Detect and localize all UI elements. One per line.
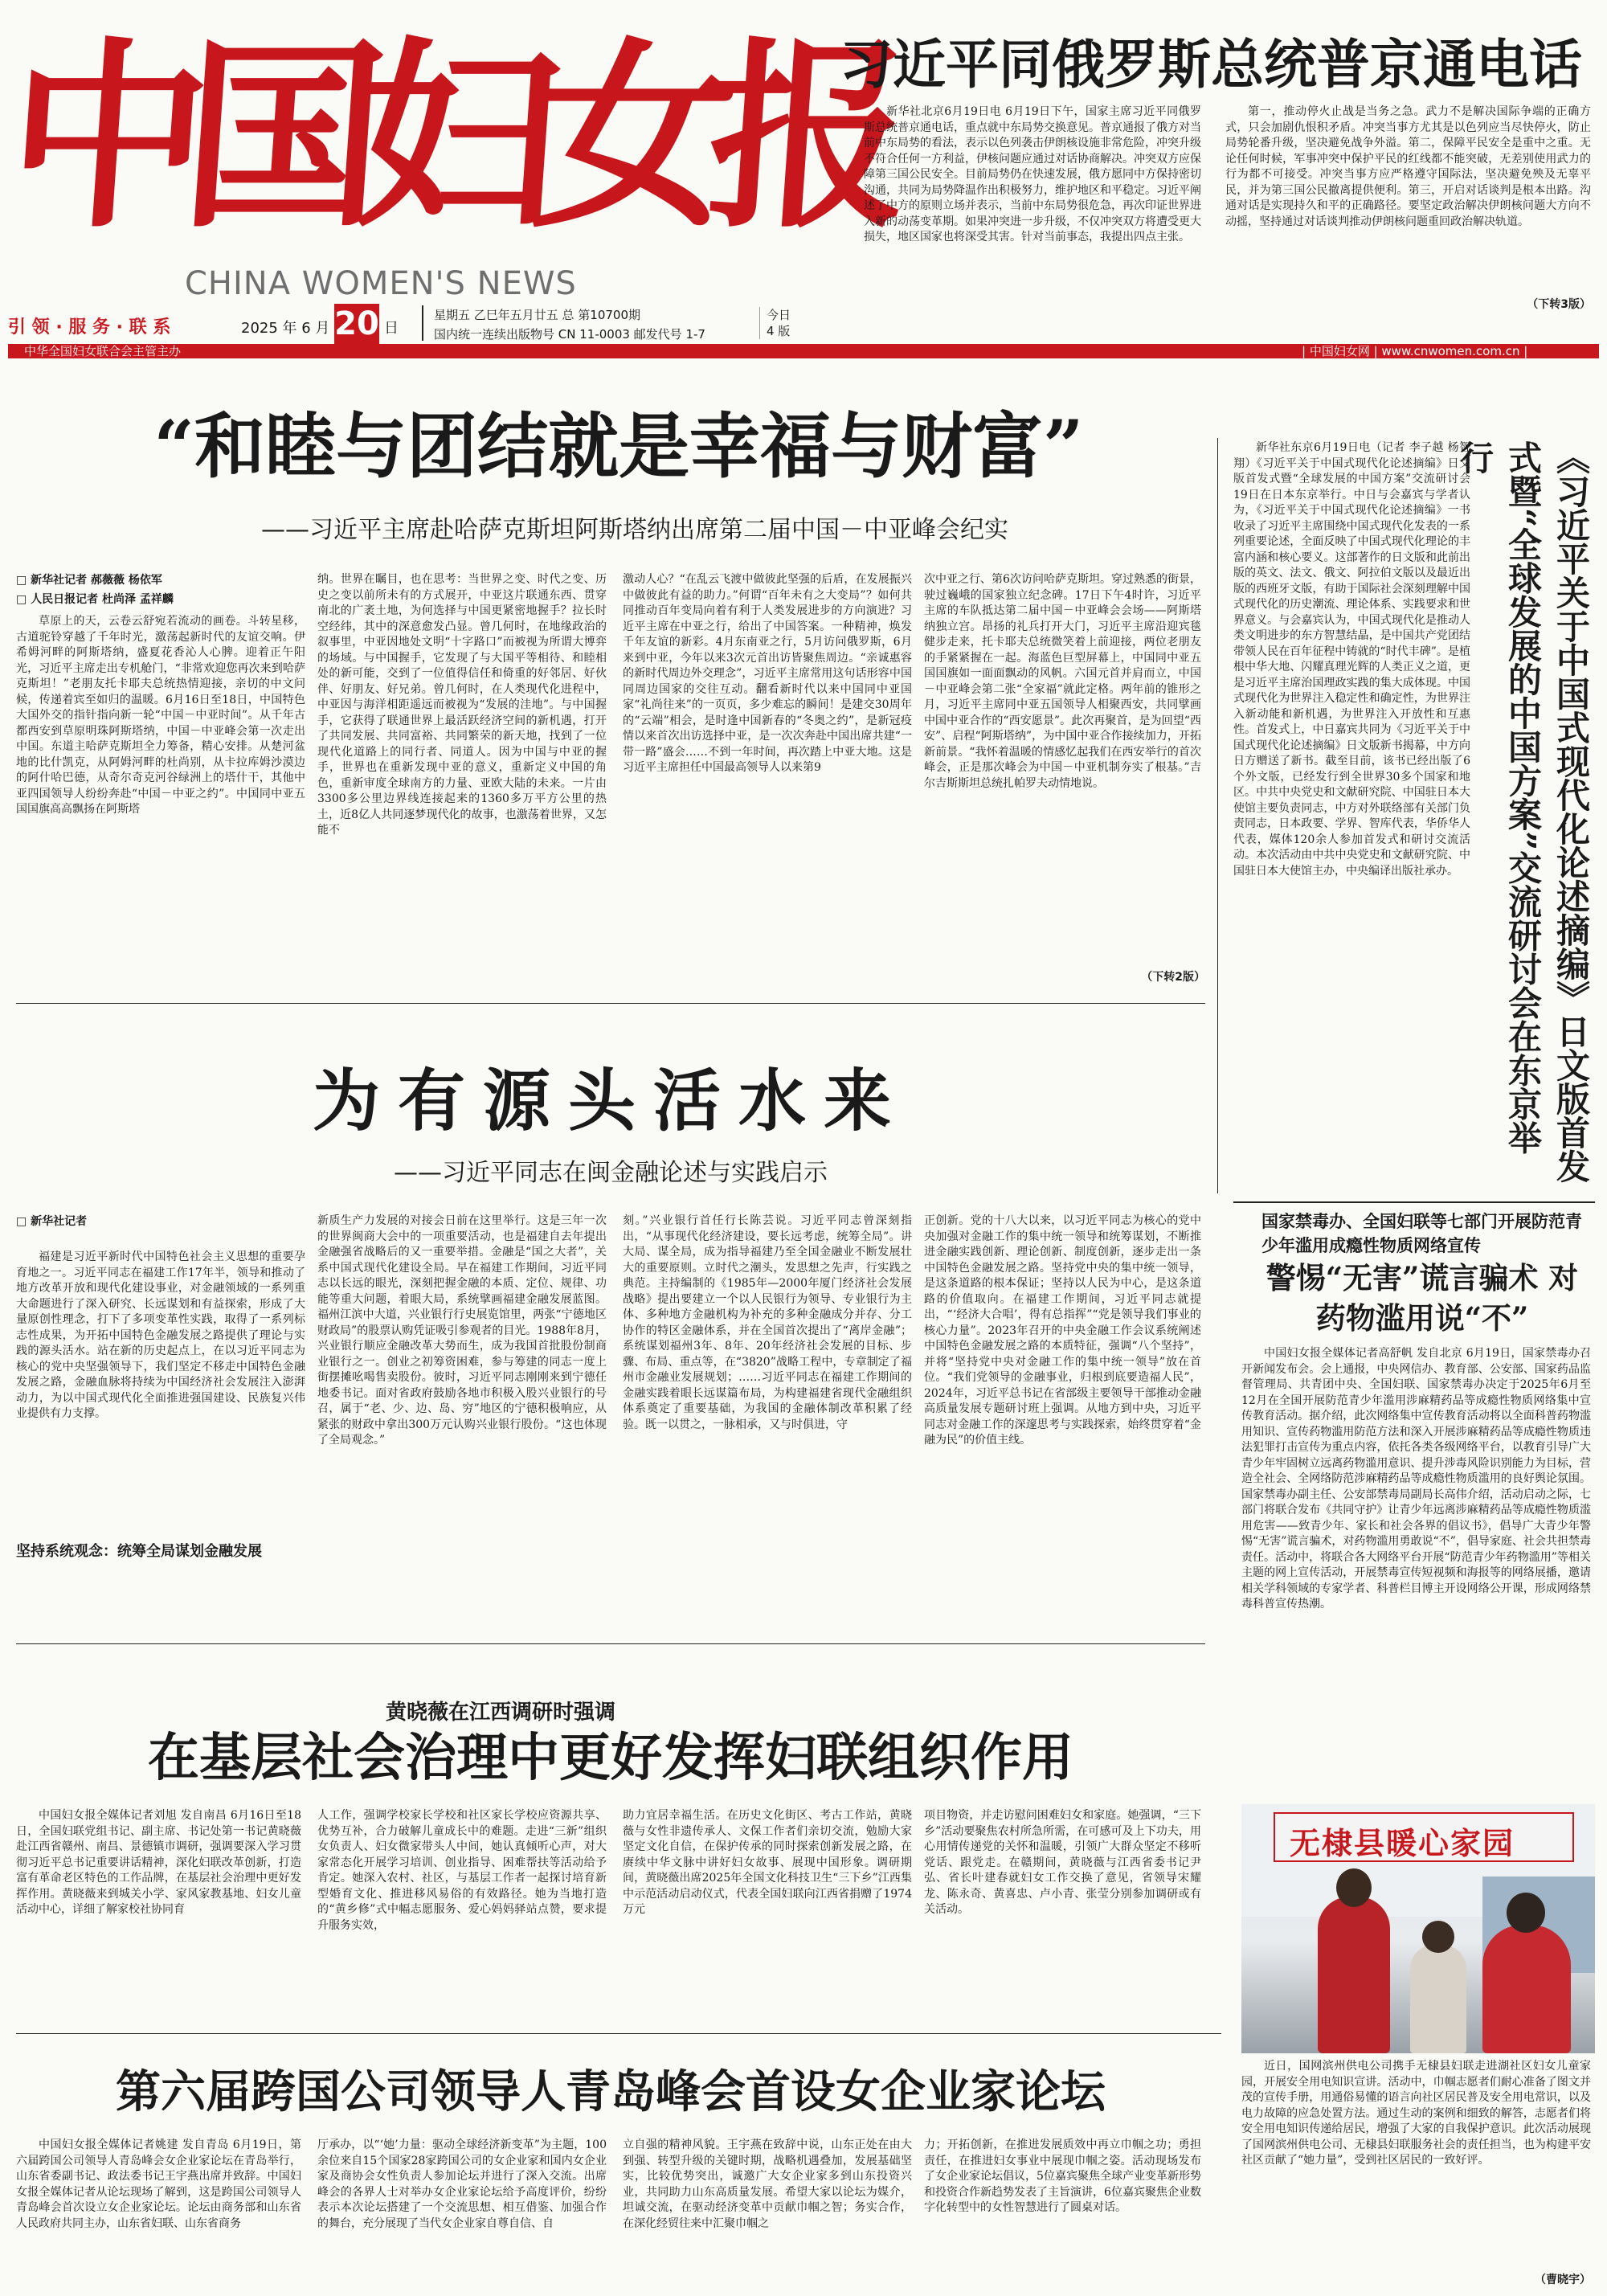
photo-person-red-vest-2 (1482, 1925, 1571, 2053)
story3-headline: 在基层社会治理中更好发挥妇联组织作用 (148, 1728, 1073, 1788)
story4-col-4: 力；开拓创新，在推进发展质效中再立巾帼之功；勇担责任，在推进妇女事业中展现巾帼之姿。活动现场发布了女企业家论坛倡议，5位嘉宾聚焦全球产业变革新形势和投资合作新趋势发表了主旨演讲，6位嘉宾聚焦企业数字化转型中的女性智慧进行了圆桌对话。 (924, 2138, 1201, 2214)
story3-col-4: 项目物资，并走访慰问困难妇女和家庭。她强调，“三下乡”活动要聚焦农村所急所需，在可感可及上下功夫，用心用情传递党的关怀和温暖，引领广大群众坚定不移听党话、跟党走。在赣期间，黄晓薇与江西省委书记尹弘、省长叶建春就妇女工作交换了意见，省领导宋耀龙、陈永奇、黄喜忠、卢小青、张莹分别参加调研或有关活动。 (924, 1809, 1201, 1916)
feature2-top-rule (16, 1003, 1205, 1004)
feature1-col-1: 草原上的天，云卷云舒宛若流动的画卷。斗转星移，古道驼铃穿越了千年时光，激荡起新时代的友谊交响。伊希姆河畔的阿斯塔纳，盛夏花香沁人心脾。迎着正午阳光，习近平主席走出专机舱门，“非常欢迎您再次来到哈萨克斯坦！”老朋友托卡耶夫总统热情迎接，亲切的中文问候，传递着宾至如归的温暖。6月16日至18日，中国特色大国外交的指针指向新一轮“中国－中亚时间”。从千年古都西安到草原明珠阿斯塔纳，中国－中亚峰会第一次走出中国。东道主哈萨克斯坦全力筹备，精心安排。从楚河盆地的比什凯克，从阿姆河畔的杜尚别，从卡拉库姆沙漠边的阿什哈巴德，从奇尔奇克河谷绿洲上的塔什干，其他中亚四国领导人纷纷奔赴“中国－中亚之约”。中国同中亚五国国旗高高飘扬在阿斯塔 (16, 615, 305, 816)
pages-label: 今日 4 版 (759, 307, 799, 339)
feature1-byline-1: □ 新华社记者 郝薇薇 杨依军 (16, 574, 162, 587)
side-story-body: 新华社东京6月19日电（记者 李子越 杨智翔）《习近平关于中国式现代化论述摘编》日文版首发式暨“全球发展的中国方案”交流研讨会19日在日本东京举行。中日与会嘉宾与学者认为，《习近平关于中国式现代化论述摘编》一书收录了习近平主席围绕中国式现代化发表的一系列重要论述，全面反映了中国式现代化理论的丰富内涵和核心要义。这部著作的日文版和此前出版的英文、法文、俄文、阿拉伯文版以及最近出版的西班牙文版，有助于国际社会深刻理解中国式现代化的历史潮流、理论体系、实践要求和世界意义。与会嘉宾认为，中国式现代化是推动人类文明进步的东方智慧结晶，是中国共产党团结带领人民在百年征程中铸就的“时代丰碑”。是植根中华大地、闪耀真理光辉的人类正义之道，更是习近平主席治国理政实践的集大成体现。中国式现代化为世界注入稳定性和确定性，为世界注入新动能和新机遇，为世界注入开放性和互惠性。首发式上，中日嘉宾共同为《习近平关于中国式现代化论述摘编》日文版新书揭幕，中方向日方赠送了新书。截至目前，该书已经出版了6个外文版，已经发行到全世界30多个国家和地区。中共中央党史和文献研究院、中国驻日本大使馆主要负责同志，中方对外联络部有关部门负责同志，日本政要、学界、智库代表，华侨华人代表，媒体120余人参加首发式和研讨交流活动。本次活动由中共中央党史和文献研究院、中国驻日本大使馆主办，中央编译出版社承办。 (1233, 441, 1470, 878)
photo-credit: （曹晓宇） (1535, 2273, 1591, 2286)
feature1-headline: “和睦与团结就是幸福与财富” (153, 404, 1084, 488)
feature1-subhead: ——习近平主席赴哈萨克斯坦阿斯塔纳出席第二届中国－中亚峰会纪实 (261, 516, 1008, 544)
story3-col-3: 助力宜居幸福生活。在历史文化街区、考古工作站，黄晓薇与女性非遗传承人、文保工作者们亲切交流，勉励大家坚定文化自信，在保护传承的同时探索创新发展之路，在赓续中华文脉中讲好妇女故事、展现中国形象。调研期间，黄晓薇出席2025年全国文化科技卫生“三下乡”江西集中示范活动启动仪式，代表全国妇联向江西省捐赠了1974万元 (623, 1809, 912, 1916)
lead-headline: 习近平同俄罗斯总统普京通电话 (840, 33, 1582, 96)
story4-col-3: 立自强的精神风貌。王宇燕在致辞中说，山东正处在由大到强、转型升级的关键时期，战略机遇叠加，发展基础坚实，比较优势突出，诚邀广大女企业家多到山东投资兴业，共同助力山东高质量发展。希望大家以论坛为媒介，坦诚交流，在驱动经济变革中贡献巾帼之智；务实合作，在深化经贸往来中汇聚巾帼之 (623, 2138, 912, 2230)
story3-kicker: 黄晓薇在江西调研时强调 (386, 1701, 616, 1725)
side2-kicker: 国家禁毒办、全国妇联等七部门开展防范青少年滥用成瘾性物质网络宣传 (1261, 1212, 1582, 1255)
side-story-headline: 《习近平关于中国式现代化论述摘编》日文版首发式暨“全球发展的中国方案”交流研讨会在东京举行 (1455, 440, 1591, 1183)
feature2-col-3: 刻。”兴业银行首任行长陈芸说。习近平同志曾深刻指出，“从事现代化经济建设，要长远考虑，统筹全局”。讲大局、谋全局，成为指导福建乃至全国金融业不断发展壮大的重要原则。立时代之潮头，发思想之先声，行实践之典范。主持编制的《1985年—2000年厦门经济社会发展战略》提出要建立一个以人民银行为领导、专业银行为主体、多种地方金融机构为补充的多种金融成分并存、分工协作的特区金融体系，并在全国首次提出了“离岸金融”；系统谋划福州3年、8年、20年经济社会发展的目标、步骤、布局、重点等，在“3820”战略工程中，专章制定了福州市金融业发展规划；……习近平同志在福建工作期间的金融实践着眼长远谋篇布局，为构建福建省现代金融组织体系奠定了重要基础，为我国的金融体制改革积累了经验。既一以贯之，一脉相承，又与时俱进，守 (623, 1214, 912, 1431)
story3-top-rule (16, 1643, 1205, 1644)
feature1-col-4: 次中亚之行、第6次访问哈萨克斯坦。穿过熟悉的街景，驶过巍峨的国家独立纪念碑。17日下午4时许，习近平主席的车队抵达第二届中国－中亚峰会会场——阿斯塔纳独立宫。昂扬的礼兵打开大门，习近平主席沿迎宾毯健步走来，托卡耶夫总统微笑着上前迎接，两位老朋友的手紧紧握在一起。海蓝色巨型屏幕上，中国同中亚五国国旗如一面面飘动的风帆。六国元首并肩而立，中国－中亚峰会第二张“全家福”就此定格。两年前的锥形之月，习近平主席同中亚五国领导人相聚西安，共同擘画中国中亚合作的“西安愿景”。此次再聚首，是为回望“西安”、启程“阿斯塔纳”，为中国中亚合作接续加力，开拓新前景。“我怀着温暖的情感忆起我们在西安举行的首次峰会，正是那次峰会为中国－中亚机制夯实了根基。”吉尔吉斯斯坦总统扎帕罗夫动情地说。 (924, 573, 1201, 790)
feature2-col-2: 新质生产力发展的对接会日前在这里举行。这是三年一次的世界闽商大会中的一项重要活动，也是福建自去年提出金融强省战略后的又一重要举措。金融是“国之大者”，关系中国式现代化建设全局。早在福建工作期间，习近平同志以长远的眼光，深刻把握金融的本质、定位、规律、功能等重大问题，着眼大局，系统擘画福建金融发展蓝图。福州江滨中大道，兴业银行行史展览馆里，两张“宁德地区财政局”的股票认购凭证吸引参观者的目光。1988年8月，兴业银行顺应金融改革大势而生，成为我国首批股份制商业银行之一。创业之初筹资困难，参与筹建的同志一度上街摆摊吆喝售卖股份。彼时，习近平同志刚刚来到宁德任地委书记。面对省政府鼓励各地市积极入股兴业银行的号召，属于“老、少、边、岛、穷”地区的宁德积极响应，从紧张的财政中拿出300万元认购兴业银行股份。“这也体现了全局观念。” (317, 1214, 607, 1447)
feature2-col-1: 福建是习近平新时代中国特色社会主义思想的重要孕育地之一。习近平同志在福建工作17年半，领导和推动了地方改革开放和现代化建设事业，对金融领域的一系列重大命题进行了深入研究、长远谋划和有益探索，形成了大量原创性理念，打下了多项变革性实践，取得了一系列标志性成果，为开拓中国特色金融发展之路提供了理论与实践的源头活水。站在新的历史起点上，在以习近平同志为核心的党中央坚强领导下，我们坚定不移走中国特色金融发展之路，金融血脉将持续为中国经济社会发展注入澎湃动力，为以中国式现代化全面推进强国建设、民族复兴伟业提供有力支撑。 (16, 1250, 305, 1420)
feature1-col-2: 纳。世界在瞩目，也在思考：当世界之变、时代之变、历史之变以前所未有的方式展开，中亚这片联通东西、贯穿南北的广袤土地，为何选择与中国更紧密地握手？拉长时空经纬，其中的深意愈发凸显。曾几何时，在地缘政治的叙事里，中亚因地处文明“十字路口”而被视为所谓大博弈的场域。与中国握手，它发现了与大国平等相待、和睦相处的新可能，交到了一位值得信任和倚重的好邻居、好伙伴、好朋友、好兄弟。曾几何时，在人类现代化进程中，中亚因与海洋相距遥远而被视为“发展的洼地”。与中国握手，它获得了联通世界上最活跃经济空间的新机遇，打开了共同发展、共同富裕、共同繁荣的新天地，找到了一位现代化道路上的同行者、同道人。因为中国与中亚的握手，世界也在重新发现中亚的意义，重新定义中国的角色，重新审度全球南方的力量、亚欧大陆的未来。一片由3300多公里边界线连接起来的1360多万平方公里的热土，近8亿人共同逐梦现代化的故事，也激荡着世界，又怎能不 (317, 573, 607, 837)
photo-caption: 近日，国网滨州供电公司携手无棣县妇联走进湖社区妇女儿童家园，开展安全用电知识宣讲。活动中，巾帼志愿者们耐心准备了图文并茂的宣传手册，用通俗易懂的语言向社区居民普及安全用电常识，以及电力故障的应急处置方法。通过生动的案例和细致的解答，志愿者们将安全用电知识传递给居民，增强了大家的自我保护意识。此次活动展现了国网滨州供电公司、无棣县妇联服务社会的责任担当，也为构建平安社区贡献了“她力量”，受到社区居民的一致好评。 (1241, 2060, 1591, 2167)
lead-continue: （下转3版） (1527, 298, 1591, 311)
feature1-col-3: 激动人心？“在乱云飞渡中做彼此坚强的后盾，在发展振兴中做彼此有益的助力。”何谓“百年未有之大变局”？如何共同推动百年变局向着有利于人类发展进步的方向演进？习近平主席在中亚之行，给出了中国答案。一种精神，焕发千年友谊的新彩。4月东南亚之行，5月访问俄罗斯，6月来到中亚，今年以来3次元首出访皆聚焦周边。“亲诚惠容的新时代周边外交理念”，习近平主席常用这句话形容中国同周边国家的交往互动。翻看新时代以来中国同中亚国家“礼尚往来”的一页页，多少难忘的瞬间！是建交30周年的“云端”相会，是时逢中国新春的“冬奥之约”，是新冠疫情以来首次出访选择中亚，是一次次奔赴中国出席共建“一带一路”盛会……不到一年时间，再次踏上中亚大地。这是习近平主席担任中国最高领导人以来第9 (623, 573, 912, 774)
masthead-title: 中国妇女报 (0, 18, 893, 255)
side-vdivider (1217, 438, 1218, 1193)
lead-col-1: 新华社北京6月19日电 6月19日下午，国家主席习近平同俄罗斯总统普京通电话，重点就中东局势交换意见。普京通报了俄方对当前中东局势的看法，表示以色列袭击伊朗核设施非常危险，冲突升级不符合任何一方利益，伊核问题应通过对话协商解决。冲突双方应保障第三国公民安全。目前局势仍在快速发展，俄方愿同中方保持密切沟通，共同为局势降温作出积极努力，维护地区和平稳定。习近平阐述了中方的原则立场并表示，当前中东局势很危急，再次印证世界进入新的动荡变革期。如果冲突进一步升级，不仅冲突双方将遭受更大损失，地区国家也将深受其害。针对当前事态，我提出四点主张。 (864, 105, 1201, 244)
story4-headline: 第六届跨国公司领导人青岛峰会首设女企业家论坛 (116, 2065, 1106, 2118)
story4-col-2: 厅承办，以“‘她’力量：驱动全球经济新变革”为主题，100余位来自15个国家28家跨国公司的女企业家和国内女企业家及商协会女性负责人参加论坛并进行了深入交流。出席峰会的各界人士对举办女企业家论坛给予高度评价，纷纷表示本次论坛搭建了一个交流思想、相互借鉴、加强合作的舞台，充分展现了当代女企业家自尊自信、自 (317, 2138, 607, 2230)
issue-issn-line: 国内统一连续出版物号 CN 11-0003 邮发代号 1-7 (434, 327, 705, 342)
issue-day-suffix: 日 (384, 320, 399, 337)
news-photo (1241, 1804, 1595, 2053)
side2-top-rule (1233, 1201, 1595, 1203)
story3-col-1: 中国妇女报全媒体记者刘旭 发自南昌 6月16日至18日，全国妇联党组书记、副主席、书记处第一书记黄晓薇赴江西省赣州、南昌、景德镇市调研，强调要深入学习贯彻习近平总书记重要讲话精神，深化妇联改革创新，打造富有革命老区特色的工作品牌，在基层社会治理中更好发挥作用。黄晓薇来到城关小学、家风家教基地、妇女儿童活动中心，详细了解家校社协同育 (16, 1809, 301, 1916)
website-text: | 中国妇女网 | www.cnwomen.com.cn | (1302, 344, 1528, 358)
feature1-continue: （下转2版） (1141, 971, 1205, 984)
feature1-byline-2: □ 人民日报记者 杜尚泽 孟祥麟 (16, 593, 174, 606)
feature2-headline: 为有源头活水来 (312, 1061, 909, 1140)
feature2-col-subtitle: 坚持系统观念：统筹全局谋划金融发展 (16, 1543, 262, 1560)
photo-child (1410, 1945, 1466, 2053)
sponsor-text: 中华全国妇女联合会主管主办 (24, 344, 182, 358)
issue-year-month: 2025 年 6 月 (241, 320, 330, 337)
photo-person-head-2 (1507, 1893, 1545, 1933)
story4-top-rule (16, 2033, 1221, 2034)
photo-person-head (1336, 1868, 1372, 1907)
masthead-english: CHINA WOMEN'S NEWS (185, 265, 577, 302)
issue-day: 20 (334, 305, 379, 342)
feature2-subhead: ——习近平同志在闽金融论述与实践启示 (394, 1159, 828, 1187)
side2-headline: 警惕“无害”谎言骗术 对药物滥用说“不” (1266, 1260, 1579, 1336)
photo-child-head (1422, 1921, 1454, 1953)
side2-body: 中国妇女报全媒体记者高舒帆 发自北京 6月19日，国家禁毒办召开新闻发布会。会上通报，中央网信办、教育部、公安部、国家药品监督管理局、共青团中央、全国妇联、国家禁毒办决定于2025年6月至12月在全国开展防范青少年滥用涉麻精药品等成瘾性物质网络集中宣传教育活动。据介绍，此次网络集中宣传教育活动将以全面科普药物滥用知识、宣传药物滥用防范方法和深入开展涉麻精药品等成瘾性物质违法犯罪打击宣传为重点内容，依托各类各级网络平台，以教育引导广大青少年牢固树立远离药物滥用意识、提升涉毒风险识别能力为目标，营造全社会、全网络防范涉麻精药品等成瘾性物质滥用的良好舆论氛围。国家禁毒办副主任、公安部禁毒局副局长高伟介绍，活动启动之际，七部门将联合发布《共同守护》让青少年远离涉麻精药品等成瘾性物质滥用危害——致青少年、家长和社会各界的倡议书》，倡导广大青少年警惕“无害”谎言骗术，对药物滥用勇敢说“不”，倡导家庭、社会共担禁毒责任。活动中，将联合各大网络平台开展“防范青少年药物滥用”等相关主题的网上宣传活动，开展禁毒宣传短视频和海报等的网络展播，邀请相关学科领域的专家学者、科普栏目博主开设网络公开课，形成网络禁毒科普宣传热潮。 (1241, 1347, 1591, 1610)
feature2-byline: □ 新华社记者 (16, 1215, 88, 1228)
story3-col-2: 人工作，强调学校家长学校和社区家长学校应资源共享、优势互补，合力破解儿童成长中的难题。走进“三新”组织女负责人、妇女微家带头人中间，她认真倾听心声，对大家常态化开展学习培训、创业指导、困难帮扶等活动给予肯定。她深入农村、社区，与基层工作者一起探讨培育新型婚育文化、推进移风易俗的有效路径。她为当地打造的“黄乡修”式中幅志愿服务、爱心妈妈驿站点赞，要求提升服务实效， (317, 1809, 607, 1932)
issue-weekday-line: 星期五 乙巳年五月廿五 总 第10700期 (434, 308, 641, 322)
photo-sign-text: 无棣县暖心家园 (1290, 1826, 1515, 1861)
masthead-vdivider (422, 305, 423, 341)
lead-col-2: 第一，推动停火止战是当务之急。武力不是解决国际争端的正确方式，只会加剧仇恨积矛盾。冲突当事方尤其是以色列应当尽快停火，防止局势轮番升级，坚决避免战争外溢。第二，保障平民安全是重中之重。无论任何时候，军事冲突中保护平民的红线都不能突破，无差别使用武力的行为都不可接受。冲突当事方应严格遵守国际法，坚决避免殃及无辜平民，并为第三国公民撤离提供便利。第三，开启对话谈判是根本出路。沟通对话是实现持久和平的正确路径。要坚定政治解决伊朗核问题大方向不动摇，坚持通过对话谈判推动伊朗核问题重回政治解决轨道。 (1225, 105, 1591, 228)
photo-person-red-vest (1318, 1897, 1390, 2053)
feature2-col-4: 正创新。党的十八大以来，以习近平同志为核心的党中央加强对金融工作的集中统一领导和统筹谋划，不断推进金融实践创新、理论创新、制度创新，逐步走出一条中国特色金融发展之路。坚持党中央的集中统一领导，是这条道路的根本保证；坚持以人民为中心，是这条道路的价值取向。在福建工作期间，习近平同志就提出，“‘经济大合唱’，得有总指挥”“党是领导我们事业的核心力量”。2023年召开的中央金融工作会议系统阐述中国特色金融发展之路的本质特征，强调“八个坚持”，并将“坚持党中央对金融工作的集中统一领导”放在首位。“我们党领导的金融事业，归根到底要造福人民”，2024年，习近平总书记在省部级主要领导干部推动金融高质量发展专题研讨班上强调。从地方到中央，习近平同志对金融工作的深邃思考与实践探索，始终贯穿着“金融为民”的价值主线。 (924, 1214, 1201, 1447)
story4-col-1: 中国妇女报全媒体记者姚建 发自青岛 6月19日，第六届跨国公司领导人青岛峰会女企业家论坛在青岛举行，山东省委副书记、政法委书记王宇燕出席并致辞。中国妇女报全媒体记者从论坛现场了解到，这是跨国公司领导人青岛峰会首次设立女企业家论坛。论坛由商务部和山东省人民政府共同主办，山东省妇联、山东省商务 (16, 2138, 301, 2230)
masthead-motto: 引 领 · 服 务 · 联 系 (8, 317, 171, 338)
